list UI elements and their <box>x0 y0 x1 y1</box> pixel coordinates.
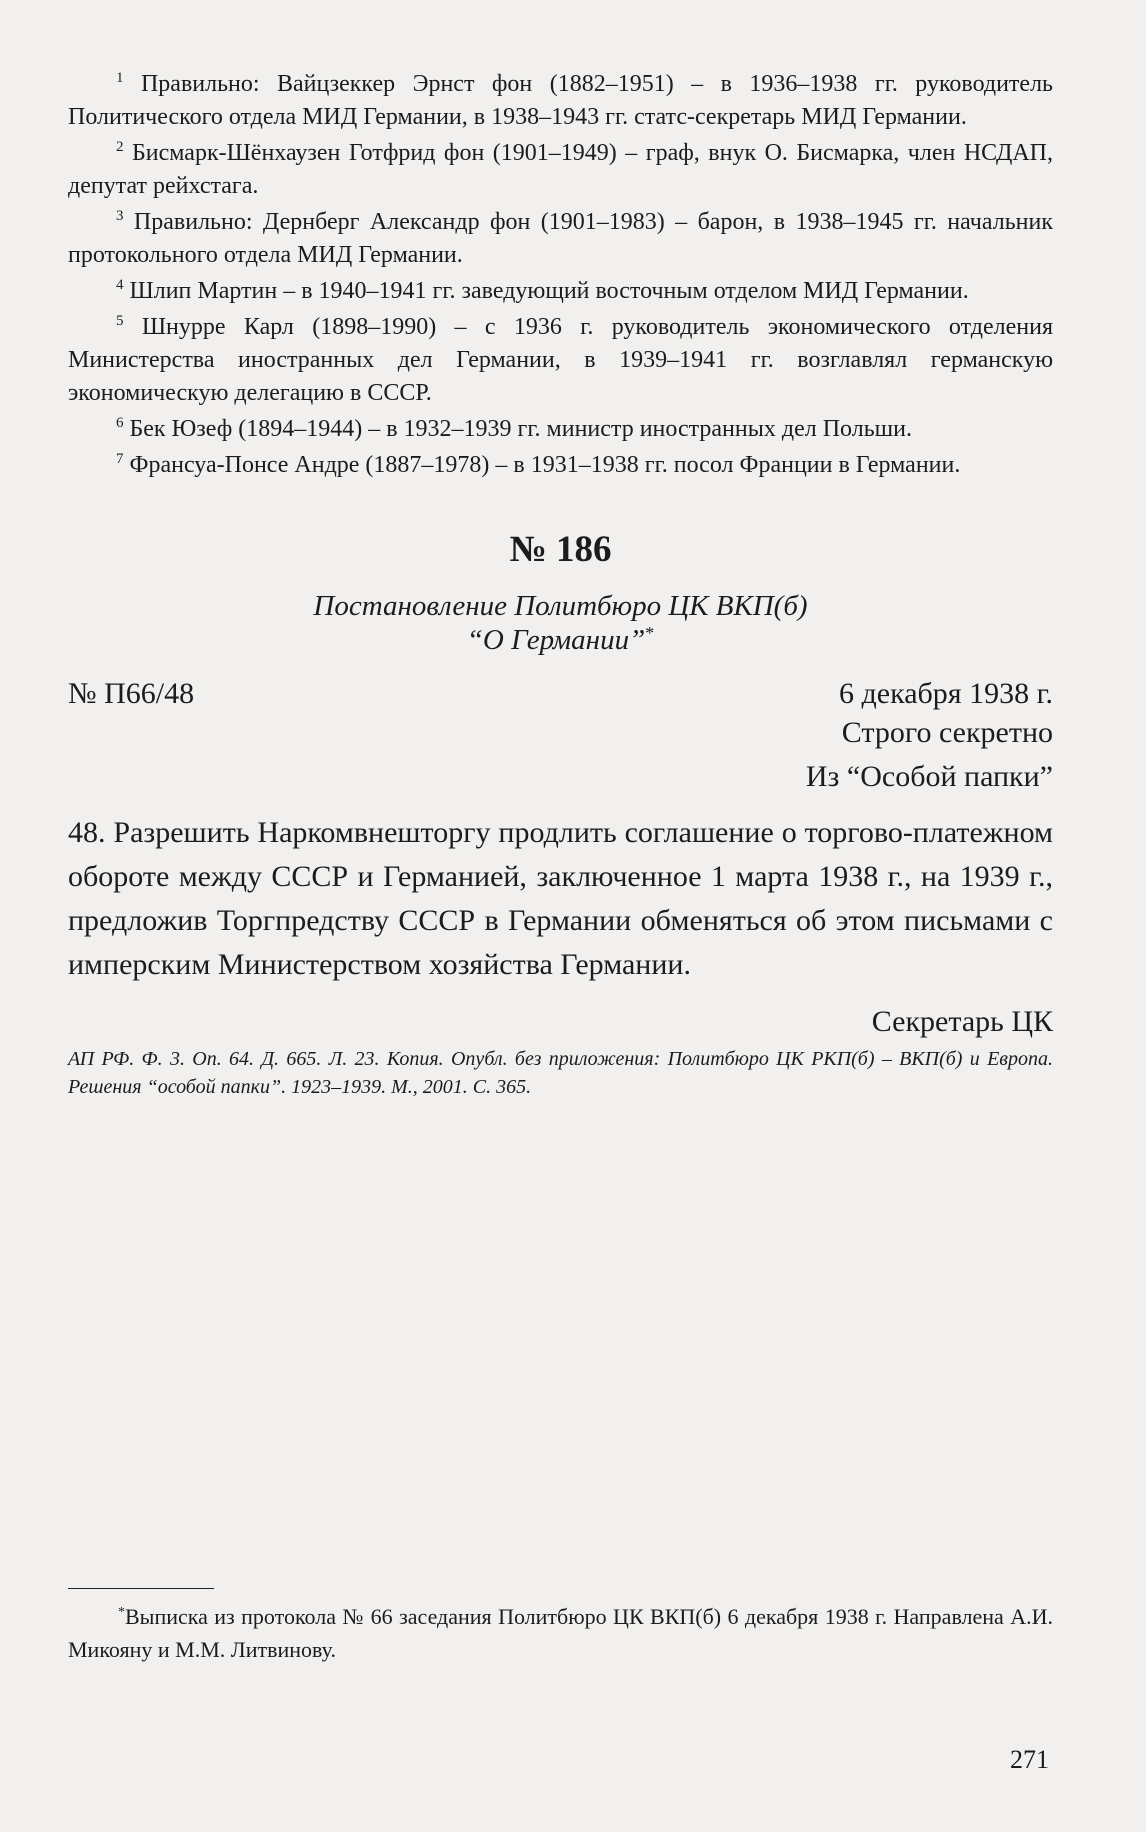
footnote-text: Выписка из протокола № 66 заседания Политбюро ЦК ВКП(б) 6 декабря 1938 г. Направлена А.И. Микояну и М.М. Литвинову. <box>68 1604 1053 1662</box>
footnote-text: Бек Юзеф (1894–1944) – в 1932–1939 гг. министр иностранных дел Польши. <box>129 416 912 442</box>
footnote-5 <box>68 311 1053 410</box>
page-number: 271 <box>1010 1745 1049 1774</box>
bottom-footnote-paragraph <box>68 1600 1053 1666</box>
footnote-text: Бисмарк-Шёнхаузен Готфрид фон (1901–1949) – граф, внук О. Бисмарка, член НСДАП, депутат рейхстага. <box>68 140 1053 199</box>
footnote-text: Франсуа-Понсе Андре (1887–1978) – в 1931–1938 гг. посол Франции в Германии. <box>129 452 961 478</box>
footnote-marker: 6 <box>116 415 124 431</box>
footnote-1 <box>68 68 1053 134</box>
resolution-text: 48. Разрешить Наркомвнешторгу продлить соглашение о торгово-платежном обороте между СССР и Германией, заключенное 1 марта 1938 г., на 1939 г., предложив Торгпредству СССР в Германии обменяться об этом письмами с имперским Министерством хозяйства Германии. <box>68 816 1053 981</box>
document-title-line-1: Постановление Политбюро ЦК ВКП(б) <box>313 590 808 622</box>
document-number: № 186 <box>509 529 612 570</box>
footnote-marker: 2 <box>116 139 124 155</box>
footnote-7 <box>68 449 1053 482</box>
title-footnote-marker: * <box>645 623 655 643</box>
bottom-footnote <box>68 1600 1053 1666</box>
footnote-4 <box>68 275 1053 308</box>
footnote-text: Правильно: Вайцзеккер Эрнст фон (1882–1951) – в 1936–1938 гг. руководитель Политического отдела МИД Германии, в 1938–1943 гг. статс-секретарь МИД Германии. <box>68 71 1053 130</box>
footnote-list <box>68 68 1053 482</box>
footnote-marker: 3 <box>116 208 124 224</box>
footnote-text: Шлип Мартин – в 1940–1941 гг. заведующий восточным отделом МИД Германии. <box>129 278 969 304</box>
signature: Секретарь ЦК <box>871 1005 1053 1038</box>
archive-source: АП РФ. Ф. 3. Оп. 64. Д. 665. Л. 23. Копия. Опубл. без приложения: Политбюро ЦК РКП(б) – ВКП(б) и Европа. Решения “особой папки”. 1923–1939. М., 2001. С. 365. <box>68 1048 1053 1098</box>
footnote-marker: 4 <box>116 277 124 293</box>
protocol-number: № П66/48 <box>68 677 195 710</box>
classification-stamp: Строго секретно <box>841 716 1053 749</box>
folder-note: Из “Особой папки” <box>805 760 1053 793</box>
footnote-3 <box>68 206 1053 272</box>
document-title-line-2 <box>68 623 1053 657</box>
document-meta-row <box>68 677 1053 711</box>
page-content <box>68 68 1053 1101</box>
footnote-marker: 1 <box>116 70 124 86</box>
footnote-marker: * <box>118 1605 125 1620</box>
footnote-text: Правильно: Дернберг Александр фон (1901–1983) – барон, в 1938–1945 гг. начальник протокольного отдела МИД Германии. <box>68 209 1053 268</box>
footnote-divider <box>68 1588 214 1589</box>
footnote-marker: 7 <box>116 451 124 467</box>
footnote-2 <box>68 137 1053 203</box>
footnote-6 <box>68 413 1053 446</box>
document-title-text: “О Германии” <box>466 624 646 656</box>
document-date: 6 декабря 1938 г. <box>839 677 1053 710</box>
document-title <box>68 589 1053 657</box>
footnote-marker: 5 <box>116 313 124 329</box>
footnote-text: Шнурре Карл (1898–1990) – с 1936 г. руководитель экономического отделения Министерства иностранных дел Германии, в 1939–1941 гг. возглавлял германскую экономическую делегацию в СССР. <box>68 314 1053 406</box>
